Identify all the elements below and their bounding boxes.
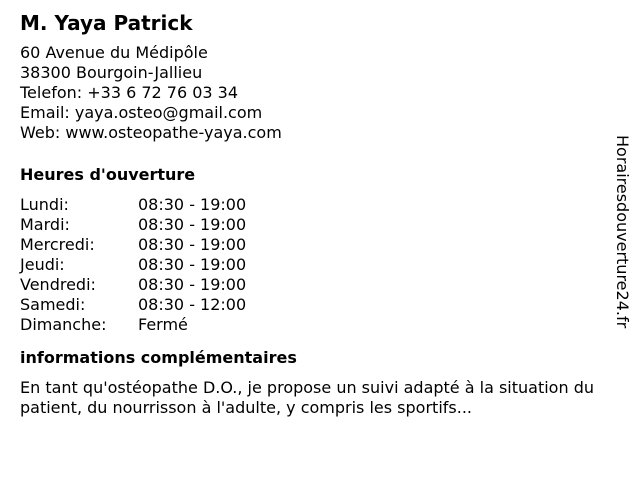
- hours-time: 08:30 - 19:00: [138, 195, 247, 214]
- contact-block: [20, 43, 600, 143]
- address-line-1: 60 Avenue du Médipôle: [20, 43, 208, 62]
- hours-row-sunday: [20, 315, 600, 335]
- hours-day: Jeudi:: [20, 255, 65, 274]
- hours-time: 08:30 - 19:00: [138, 275, 247, 294]
- hours-time: 08:30 - 12:00: [138, 295, 247, 314]
- hours-time: 08:30 - 19:00: [138, 235, 247, 254]
- hours-time: 08:30 - 19:00: [138, 215, 247, 234]
- hours-time: Fermé: [138, 315, 188, 334]
- hours-day: Lundi:: [20, 195, 69, 214]
- hours-row-thursday: [20, 255, 600, 275]
- phone-line[interactable]: Telefon: +33 6 72 76 03 34: [20, 83, 239, 102]
- hours-day: Mardi:: [20, 215, 70, 234]
- hours-time: 08:30 - 19:00: [138, 255, 247, 274]
- hours-day: Mercredi:: [20, 235, 95, 254]
- hours-row-saturday: [20, 295, 600, 315]
- hours-row-tuesday: [20, 215, 600, 235]
- business-card: [20, 10, 600, 418]
- business-name: M. Yaya Patrick: [20, 11, 193, 35]
- info-text: En tant qu'ostéopathe D.O., je propose un suivi adapté à la situation du patient, du nourrisson à l'adulte, y compris les sportifs...: [20, 378, 594, 417]
- info-heading: informations complémentaires: [20, 348, 297, 367]
- hours-day: Samedi:: [20, 295, 86, 314]
- address-line-2: 38300 Bourgoin-Jallieu: [20, 63, 203, 82]
- site-watermark: Horairesdouverture24.fr: [613, 135, 632, 329]
- website-line[interactable]: Web: www.osteopathe-yaya.com: [20, 123, 282, 142]
- hours-row-wednesday: [20, 235, 600, 255]
- hours-day: Dimanche:: [20, 315, 107, 334]
- hours-row-monday: [20, 195, 600, 215]
- hours-day: Vendredi:: [20, 275, 96, 294]
- hours-heading: Heures d'ouverture: [20, 165, 196, 184]
- hours-table: [20, 195, 600, 335]
- email-line[interactable]: Email: yaya.osteo@gmail.com: [20, 103, 263, 122]
- hours-row-friday: [20, 275, 600, 295]
